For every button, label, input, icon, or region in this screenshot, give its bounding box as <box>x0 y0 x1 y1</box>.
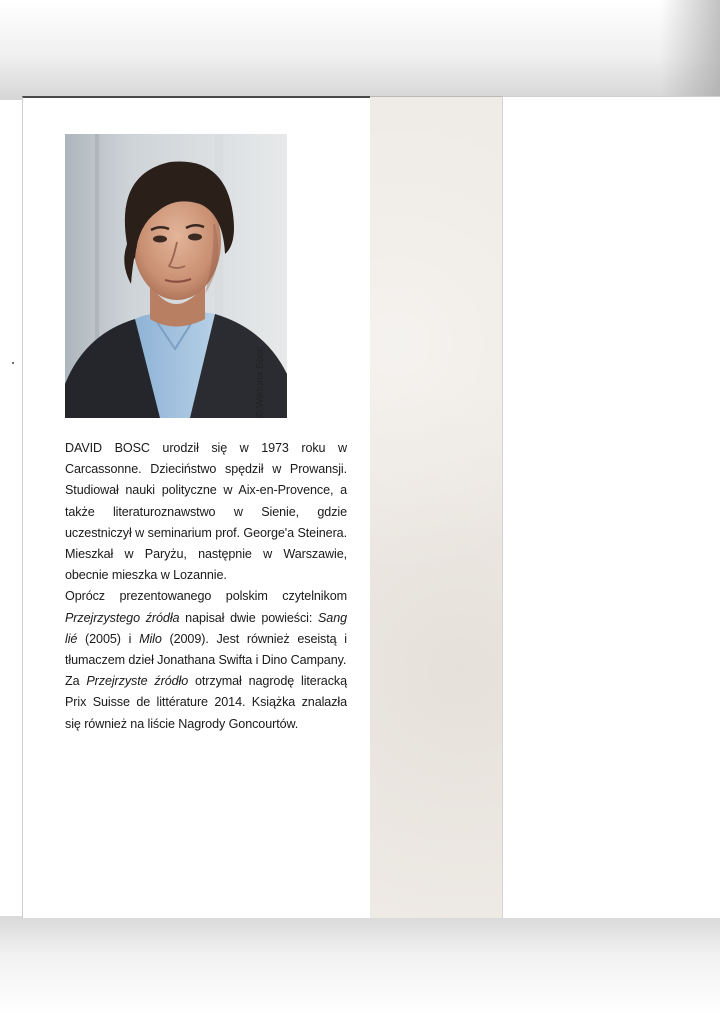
author-photo <box>65 134 287 418</box>
scan-top-shadow <box>0 0 720 100</box>
bio-text: Oprócz prezentowanego polskim czytelnikom <box>65 589 347 604</box>
bio-text: otrzymał nagrodę literacką Prix Suisse de littérature 2014. Książka znalazła się również na liście Nagrody Goncourtów. <box>65 674 347 731</box>
book-title: Przejrzyste źródło <box>86 674 189 689</box>
bio-text: Za <box>65 674 87 689</box>
bio-paragraph-2 <box>65 586 347 671</box>
scan-speck <box>12 362 14 364</box>
book-title: Przejrzystego źródła <box>65 610 180 625</box>
adjacent-page <box>502 96 720 918</box>
scan-corner-shadow <box>660 0 720 100</box>
bio-text: napisał dwie powieści: <box>179 610 318 625</box>
photo-credit: © Wiktoria Bosc <box>255 346 266 418</box>
book-title: Milo <box>139 631 162 646</box>
textured-flap <box>370 96 502 918</box>
book-flap-page <box>22 96 370 918</box>
author-portrait-image <box>65 134 287 418</box>
bio-text: (2009). Jest również eseistą i tłumaczem dzieł Jonathana Swifta i Dino Campany. <box>65 631 347 668</box>
bio-paragraph-3 <box>65 671 347 735</box>
author-bio <box>65 438 347 735</box>
bio-paragraph-1: DAVID BOSC urodził się w 1973 roku w Carcassonne. Dzieciństwo spędził w Prowansji. Studiował nauki polityczne w Aix-en-Provence, a także literaturoznawstwo w Sienie, gdzie uczestniczył w seminarium prof. George'a Steinera. Mieszkał w Paryżu, następnie w Warszawie, obecnie mieszka w Lozannie. <box>65 441 347 583</box>
bio-text: (2005) i <box>77 631 140 646</box>
book-title: Sang lié <box>65 610 348 646</box>
scan-bottom-shadow <box>0 916 720 1018</box>
bleed-through-mark <box>712 262 720 288</box>
